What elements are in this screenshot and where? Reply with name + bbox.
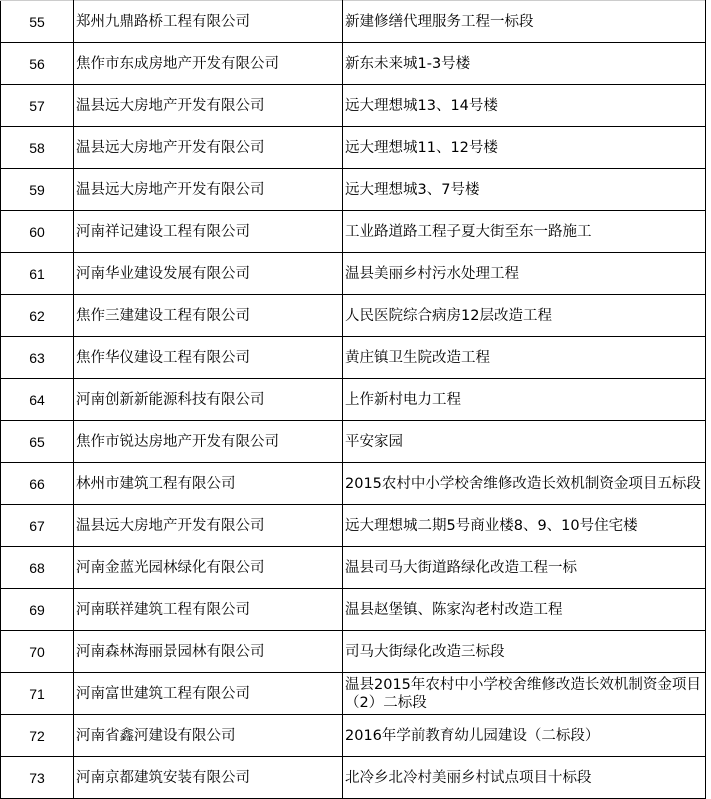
row-number: 65 <box>1 421 74 463</box>
row-number: 72 <box>1 715 74 757</box>
table-row <box>1 337 706 379</box>
table-row <box>1 127 706 169</box>
table-row <box>1 211 706 253</box>
company-name: 林州市建筑工程有限公司 <box>74 463 343 505</box>
row-number: 55 <box>1 1 74 43</box>
project-name: 温县赵堡镇、陈家沟老村改造工程 <box>343 589 706 631</box>
table-row <box>1 43 706 85</box>
project-name: 远大理想城3、7号楼 <box>343 169 706 211</box>
company-name: 郑州九鼎路桥工程有限公司 <box>74 1 343 43</box>
project-name: 司马大街绿化改造三标段 <box>343 631 706 673</box>
company-name: 温县远大房地产开发有限公司 <box>74 127 343 169</box>
company-name: 温县远大房地产开发有限公司 <box>74 169 343 211</box>
row-number: 63 <box>1 337 74 379</box>
table-row <box>1 85 706 127</box>
row-number: 62 <box>1 295 74 337</box>
table-row <box>1 547 706 589</box>
row-number: 56 <box>1 43 74 85</box>
project-name: 新建修缮代理服务工程一标段 <box>343 1 706 43</box>
project-name: 工业路道路工程子夏大街至东一路施工 <box>343 211 706 253</box>
row-number: 67 <box>1 505 74 547</box>
row-number: 73 <box>1 757 74 799</box>
company-name: 温县远大房地产开发有限公司 <box>74 85 343 127</box>
company-name: 河南祥记建设工程有限公司 <box>74 211 343 253</box>
table-row <box>1 253 706 295</box>
project-name: 新东未来城1-3号楼 <box>343 43 706 85</box>
project-name: 远大理想城11、12号楼 <box>343 127 706 169</box>
row-number: 59 <box>1 169 74 211</box>
project-name: 温县2015年农村中小学校舍维修改造长效机制资金项目（2）二标段 <box>343 673 706 715</box>
project-name: 北冷乡北冷村美丽乡村试点项目十标段 <box>343 757 706 799</box>
table-row <box>1 463 706 505</box>
row-number: 71 <box>1 673 74 715</box>
project-name: 远大理想城二期5号商业楼8、9、10号住宅楼 <box>343 505 706 547</box>
table-body <box>1 1 706 799</box>
table-row <box>1 757 706 799</box>
project-name: 远大理想城13、14号楼 <box>343 85 706 127</box>
table-row <box>1 295 706 337</box>
company-name: 河南创新新能源科技有限公司 <box>74 379 343 421</box>
table-row <box>1 421 706 463</box>
company-name: 温县远大房地产开发有限公司 <box>74 505 343 547</box>
company-name: 焦作市东成房地产开发有限公司 <box>74 43 343 85</box>
row-number: 69 <box>1 589 74 631</box>
project-name: 上作新村电力工程 <box>343 379 706 421</box>
company-name: 河南金蓝光园林绿化有限公司 <box>74 547 343 589</box>
table-row <box>1 1 706 43</box>
company-name: 焦作三建建设工程有限公司 <box>74 295 343 337</box>
table-row <box>1 589 706 631</box>
company-name: 焦作华仪建设工程有限公司 <box>74 337 343 379</box>
row-number: 61 <box>1 253 74 295</box>
row-number: 58 <box>1 127 74 169</box>
company-name: 河南省鑫河建设有限公司 <box>74 715 343 757</box>
row-number: 70 <box>1 631 74 673</box>
company-name: 河南富世建筑工程有限公司 <box>74 673 343 715</box>
row-number: 68 <box>1 547 74 589</box>
company-name: 河南华业建设发展有限公司 <box>74 253 343 295</box>
table-row <box>1 631 706 673</box>
table-row <box>1 169 706 211</box>
project-name: 黄庄镇卫生院改造工程 <box>343 337 706 379</box>
table-row <box>1 673 706 715</box>
project-name: 2015农村中小学校舍维修改造长效机制资金项目五标段 <box>343 463 706 505</box>
row-number: 64 <box>1 379 74 421</box>
company-name: 河南联祥建筑工程有限公司 <box>74 589 343 631</box>
row-number: 60 <box>1 211 74 253</box>
row-number: 57 <box>1 85 74 127</box>
project-name: 温县司马大街道路绿化改造工程一标 <box>343 547 706 589</box>
row-number: 66 <box>1 463 74 505</box>
project-name: 温县美丽乡村污水处理工程 <box>343 253 706 295</box>
company-name: 河南森林海丽景园林有限公司 <box>74 631 343 673</box>
project-name: 人民医院综合病房12层改造工程 <box>343 295 706 337</box>
table-row <box>1 715 706 757</box>
company-name: 河南京都建筑安装有限公司 <box>74 757 343 799</box>
table-row <box>1 379 706 421</box>
project-name: 平安家园 <box>343 421 706 463</box>
project-name: 2016年学前教育幼儿园建设（二标段） <box>343 715 706 757</box>
company-name: 焦作市锐达房地产开发有限公司 <box>74 421 343 463</box>
table-row <box>1 505 706 547</box>
